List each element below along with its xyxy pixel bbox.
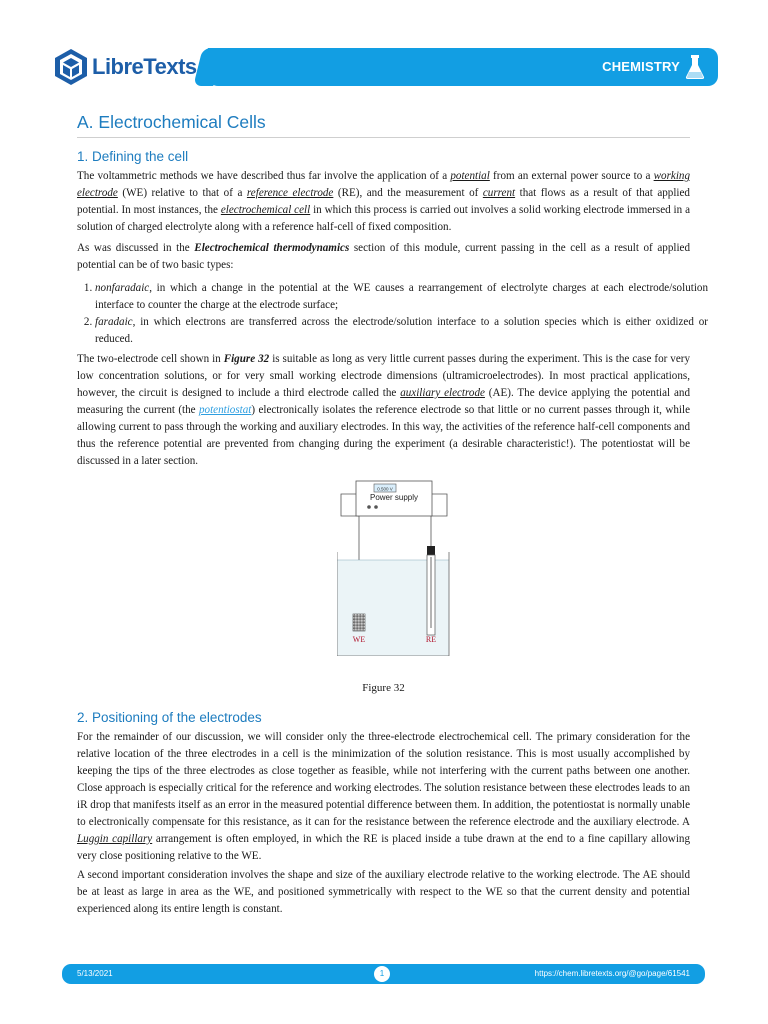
list-item — [95, 314, 708, 348]
text-run: The two-electrode cell shown in — [77, 353, 224, 365]
current-types-list — [77, 280, 708, 348]
link-potential[interactable]: potential — [450, 170, 490, 182]
paragraph-intro — [77, 168, 690, 236]
text-run: (AE). The device applying the potential and measuring the current (the — [77, 387, 690, 416]
paragraph-two-electrode — [77, 351, 690, 470]
text-run: from an external power source to a — [489, 170, 654, 182]
text-run: ) electronically isolates the reference electrode so that little or no current passes through it, while allowing current to pass through the working and auxiliary electrodes. In this way, the activities of the reference half-cell components and thus the reference potential are prevented from changing during the experiment (a desirable characteristic!). The potentiostat will be discussed in a later section. — [77, 404, 690, 467]
link-electrochemical-cell[interactable]: electrochemical cell — [220, 204, 311, 216]
footer-date: 5/13/2021 — [77, 969, 113, 978]
page-footer — [62, 964, 705, 984]
list-item — [95, 280, 708, 314]
text-run: As was discussed in the — [77, 242, 195, 254]
page-number: 1 — [374, 966, 390, 982]
section-title: A. Electrochemical Cells — [77, 112, 690, 138]
page-header — [0, 0, 768, 96]
link-luggin-capillary[interactable]: Luggin capillary — [77, 833, 153, 845]
text-run: in which this process is carried out involves a solid working electrode immersed in a solution of charged electrolyte along with a reference half-cell of fixed composition. — [77, 204, 690, 233]
header-bar — [208, 48, 718, 86]
text-run: arrangement is often employed, in which the RE is placed inside a tube drawn at the end to a fine capillary allowing very close positioning relative to the WE. — [77, 833, 690, 862]
link-working-electrode[interactable]: working electrode — [77, 170, 690, 199]
list-term: faradaic — [95, 316, 133, 328]
footer-url-link[interactable]: https://chem.libretexts.org/@go/page/61541 — [534, 969, 690, 978]
terminal-dot — [374, 505, 378, 509]
list-term: nonfaradaic — [95, 282, 150, 294]
link-auxiliary-electrode[interactable]: auxiliary electrode — [400, 387, 485, 399]
figure-32-diagram — [337, 476, 517, 656]
link-potentiostat[interactable]: potentiostat — [198, 404, 252, 416]
libretexts-logo-icon — [54, 48, 88, 86]
list-text: , in which a change in the potential at the WE causes a rearrangement of electrolyte charges at each electrode/solution interface to counter the charge at the electrode surface; — [95, 282, 708, 311]
libretexts-logo[interactable] — [54, 46, 206, 88]
page-content — [77, 112, 708, 915]
subsection-title-positioning: 2. Positioning of the electrodes — [77, 710, 262, 725]
terminal-dot — [367, 505, 371, 509]
reference-electrode-cap — [427, 546, 435, 555]
paragraph-current-types — [77, 240, 690, 274]
text-run: (RE), and the measurement of — [333, 187, 483, 199]
link-reference-electrode[interactable]: reference electrode — [246, 187, 334, 199]
power-supply-label: Power supply — [369, 493, 419, 502]
text-run: is suitable as long as very little current passes during the experiment. This is the case for very low concentration solutions, or for very small working electrode dimensions (ultramicroelectrodes). In most practical applications, however, the circuit is designed to include a third electrode called the — [77, 353, 690, 399]
text-run: that flows as a result of that applied potential. In most instances, the — [77, 187, 690, 216]
re-label: RE — [425, 635, 437, 644]
figure-caption: Figure 32 — [362, 682, 405, 694]
text-run: (WE) relative to that of a — [117, 187, 247, 199]
text-run: For the remainder of our discussion, we will consider only the three-electrode electrochemical cell. The primary consideration for the relative location of the three electrodes in a cell is the minimization of the solution resistance. This is most usually accomplished by keeping the tips of the three electrodes as close together as feasible, while not interfering with the current paths between one another. Close approach is especially critical for the reference and working electrodes. The solution resistance between these electrodes leads to an iR drop that manifests itself as an error in the measured potential difference between them. In addition, the potentiostat is normally unable to electronically compensate for this resistance, as it can for the resistance between the reference electrode and the auxiliary electrode. A — [77, 731, 690, 828]
list-text: , in which electrons are transferred across the electrode/solution interface to a solution species which is either oxidized or reduced. — [95, 316, 708, 345]
logo-text: LibreTexts — [92, 54, 197, 79]
working-electrode-texture — [353, 614, 365, 631]
voltage-display-text: 0.500 V — [377, 486, 393, 492]
link-current[interactable]: current — [482, 187, 516, 199]
bold-reference: Electrochemical thermodynamics — [194, 242, 350, 254]
we-label: WE — [352, 635, 366, 644]
paragraph-auxiliary: A second important consideration involves the shape and size of the auxiliary electrode relative to the working electrode. The AE should be at least as large in area as the WE, and positioned symmetrically with respect to the WE so that the current density and potential experienced along its entire length is constant. — [77, 869, 690, 915]
flask-icon — [684, 54, 706, 80]
text-run: The voltammetric methods we have described thus far involve the application of a — [77, 170, 451, 182]
figure-reference[interactable]: Figure 32 — [223, 353, 270, 365]
text-run: section of this module, current passing in the cell as a result of applied potential can be of two basic types: — [77, 242, 691, 271]
subsection-title-defining-cell: 1. Defining the cell — [77, 149, 189, 164]
subject-label[interactable]: CHEMISTRY — [602, 59, 680, 74]
paragraph-positioning — [77, 729, 690, 865]
